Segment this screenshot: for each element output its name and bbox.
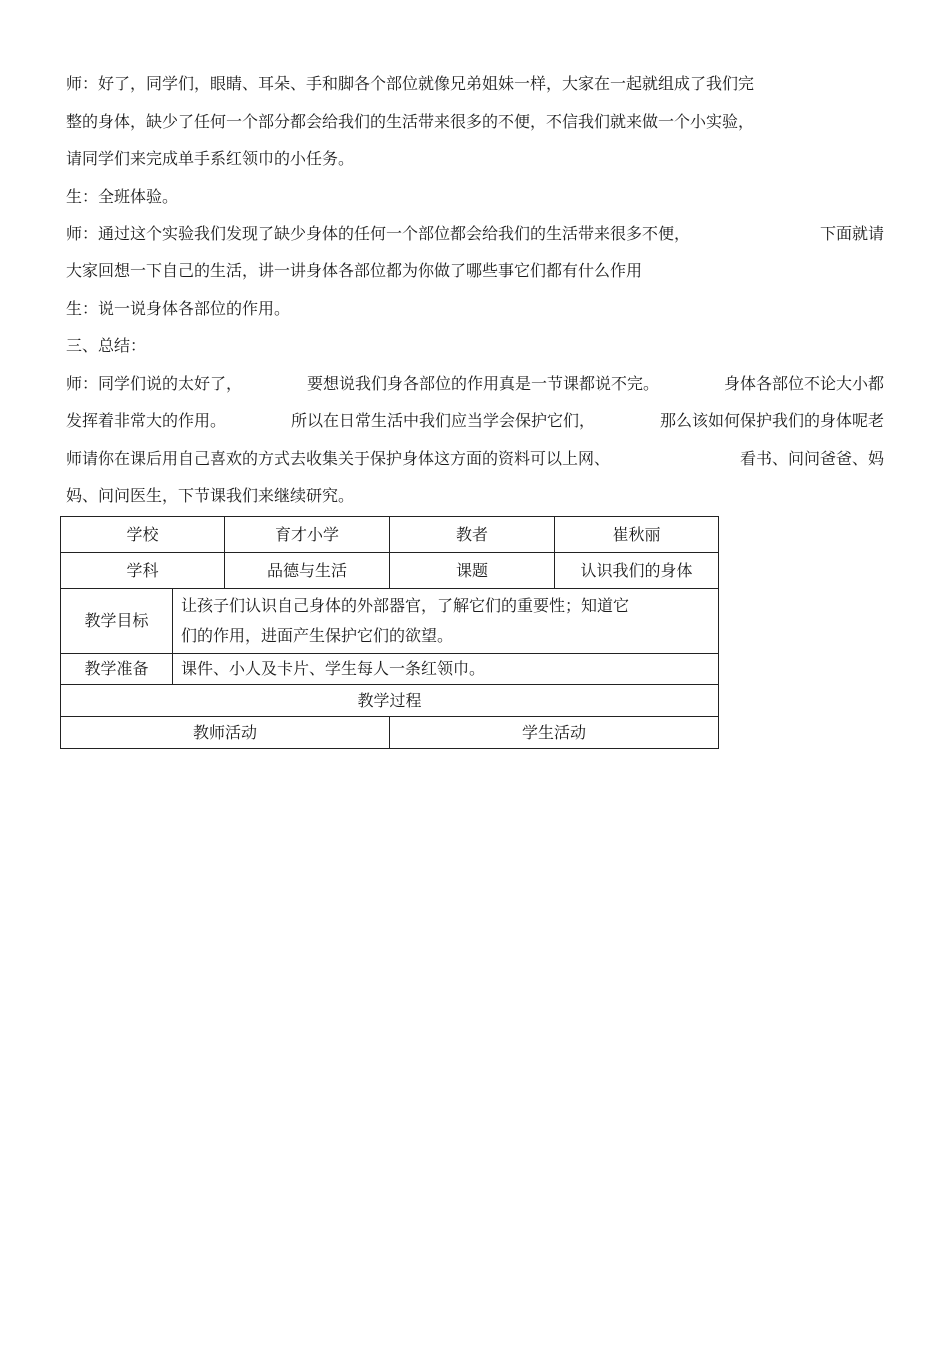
text-segment: 下面就请: [819, 224, 884, 243]
paragraph-line: [66, 373, 884, 395]
goal-label: 教学目标: [61, 589, 173, 654]
section-heading: 三、总结：: [66, 336, 147, 355]
student-activity-header: 学生活动: [390, 717, 719, 749]
paragraph-line: [66, 410, 884, 432]
table-row: [61, 717, 719, 749]
paragraph-line: 师：好了，同学们，眼睛、耳朵、手和脚各个部位就像兄弟姐妹一样，大家在一起就组成了我们完: [66, 74, 755, 93]
teacher-value: 崔秋丽: [555, 517, 719, 553]
prep-value: 课件、小人及卡片、学生每人一条红领巾。: [173, 654, 719, 685]
paragraph-line: 妈、问问医生，下节课我们来继续研究。: [66, 486, 355, 505]
teacher-activity-header: 教师活动: [61, 717, 390, 749]
text-segment: 师：通过这个实验我们发现了缺少身体的任何一个部位都会给我们的生活带来很多不便，: [66, 224, 691, 243]
school-value: 育才小学: [225, 517, 390, 553]
paragraph-line: 生：说一说身体各部位的作用。: [66, 299, 291, 318]
table-row: [61, 589, 719, 654]
table-row: [61, 517, 719, 553]
topic-label: 课题: [390, 553, 555, 589]
paragraph-line: [66, 448, 884, 470]
lesson-info-table: [60, 516, 719, 749]
text-segment: 身体各部位不论大小都: [723, 374, 884, 393]
subject-label: 学科: [61, 553, 225, 589]
text-segment: 要想说我们身各部位的作用真是一节课都说不完。: [306, 374, 659, 393]
prep-label: 教学准备: [61, 654, 173, 685]
teacher-label: 教者: [390, 517, 555, 553]
paragraph-line: 生：全班体验。: [66, 187, 179, 206]
table-row: [61, 553, 719, 589]
text-segment: 发挥着非常大的作用。: [66, 411, 227, 430]
paragraph-line: 大家回想一下自己的生活，讲一讲身体各部位都为你做了哪些事它们都有什么作用: [66, 261, 643, 280]
text-segment: 那么该如何保护我们的身体呢老: [659, 411, 884, 430]
text-segment: 师：同学们说的太好了，: [66, 374, 243, 393]
text-segment: 师请你在课后用自己喜欢的方式去收集关于保护身体这方面的资料可以上网、: [66, 449, 611, 468]
table-row: [61, 685, 719, 717]
text-segment: 所以在日常生活中我们应当学会保护它们，: [290, 411, 595, 430]
goal-value: [173, 589, 719, 654]
text-segment: 看书、问问爸爸、妈: [739, 449, 884, 468]
paragraph-line: [66, 223, 884, 245]
process-header: 教学过程: [61, 685, 719, 717]
subject-value: 品德与生活: [225, 553, 390, 589]
goal-line: 们的作用，进面产生保护它们的欲望。: [181, 626, 454, 645]
table-row: [61, 654, 719, 685]
school-label: 学校: [61, 517, 225, 553]
paragraph-line: 请同学们来完成单手系红领巾的小任务。: [66, 149, 355, 168]
topic-value: 认识我们的身体: [555, 553, 719, 589]
paragraph-line: 整的身体，缺少了任何一个部分都会给我们的生活带来很多的不便，不信我们就来做一个小实验，: [66, 112, 755, 131]
goal-line: 让孩子们认识自己身体的外部器官，了解它们的重要性；知道它: [181, 596, 630, 615]
